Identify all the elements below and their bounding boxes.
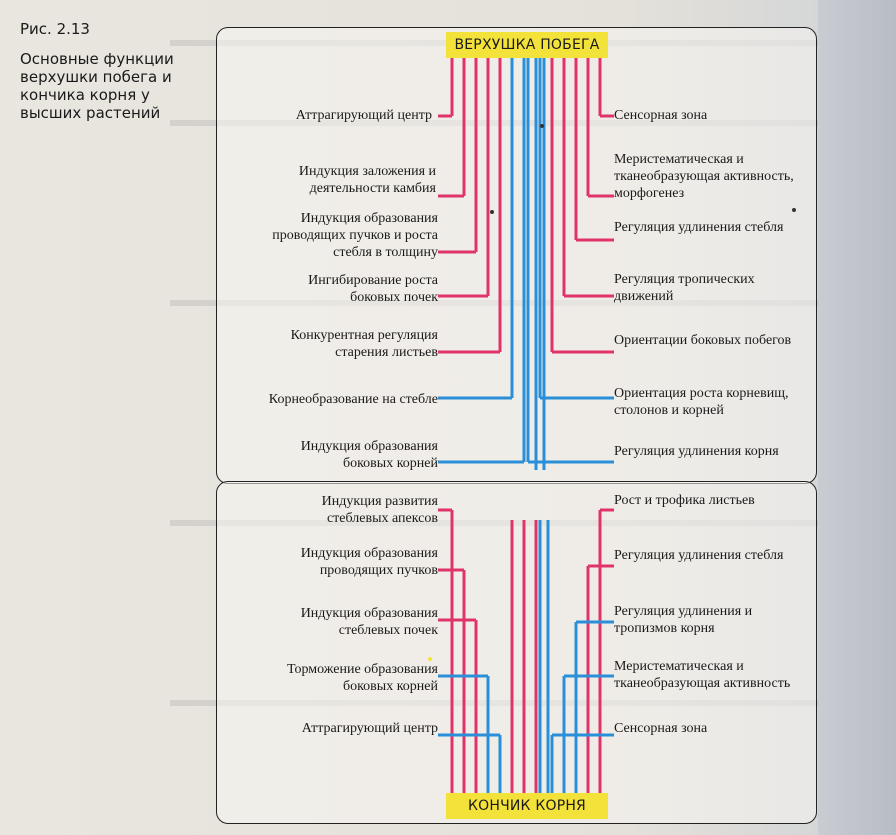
upper-left-label: Аттрагирующий центр <box>295 108 432 123</box>
decorative-dot <box>490 210 494 214</box>
upper-left-label: Индукция заложения и деятельности камбия <box>298 164 436 196</box>
upper-right-label: Регуляция удлинения стебля <box>614 220 784 235</box>
upper-right-label: Сенсорная зона <box>614 108 708 123</box>
lower-right-label: Сенсорная зона <box>614 721 708 736</box>
upper-right-label: Ориентация роста корневищ, столонов и корней <box>614 386 789 418</box>
lower-right-label: Регуляция удлинения стебля <box>614 548 784 563</box>
upper-right-label: Меристематическая и тканеобразующая активность, морфогенез <box>614 152 794 201</box>
figure-number: Рис. 2.13 <box>20 20 90 38</box>
decorative-dot <box>540 124 544 128</box>
upper-right-label: Регуляция удлинения корня <box>614 444 779 459</box>
upper-left-label: Ингибирование роста боковых почек <box>308 273 438 305</box>
root-tip-label: КОНЧИК КОРНЯ <box>446 793 608 819</box>
lower-left-label: Аттрагирующий центр <box>301 721 438 736</box>
lower-right-label: Меристематическая и тканеобразующая активность <box>614 659 791 691</box>
shoot-apex-label: ВЕРХУШКА ПОБЕГА <box>446 32 608 58</box>
decorative-dot <box>792 208 796 212</box>
lower-left-label: Торможение образования боковых корней <box>286 662 438 694</box>
lower-left-label: Индукция развития стеблевых апексов <box>321 494 438 526</box>
lower-right-label: Регуляция удлинения и тропизмов корня <box>614 604 753 636</box>
upper-left-label: Индукция образования проводящих пучков и роста стебля в толщину <box>272 211 438 260</box>
lower-right-label: Рост и трофика листьев <box>614 493 755 508</box>
figure-title: Основные функции верхушки побега и кончика корня у высших растений <box>20 50 174 122</box>
upper-right-label: Ориентации боковых побегов <box>614 333 792 348</box>
decorative-dot <box>428 657 432 661</box>
lower-left-label: Индукция образования стеблевых почек <box>300 606 438 638</box>
upper-left-label: Конкурентная регуляция старения листьев <box>290 328 438 360</box>
lower-left-label: Индукция образования проводящих пучков <box>300 546 438 578</box>
upper-right-label: Регуляция тропических движений <box>614 272 755 304</box>
upper-left-label: Корнеобразование на стебле <box>268 392 438 407</box>
upper-left-label: Индукция образования боковых корней <box>300 439 438 471</box>
